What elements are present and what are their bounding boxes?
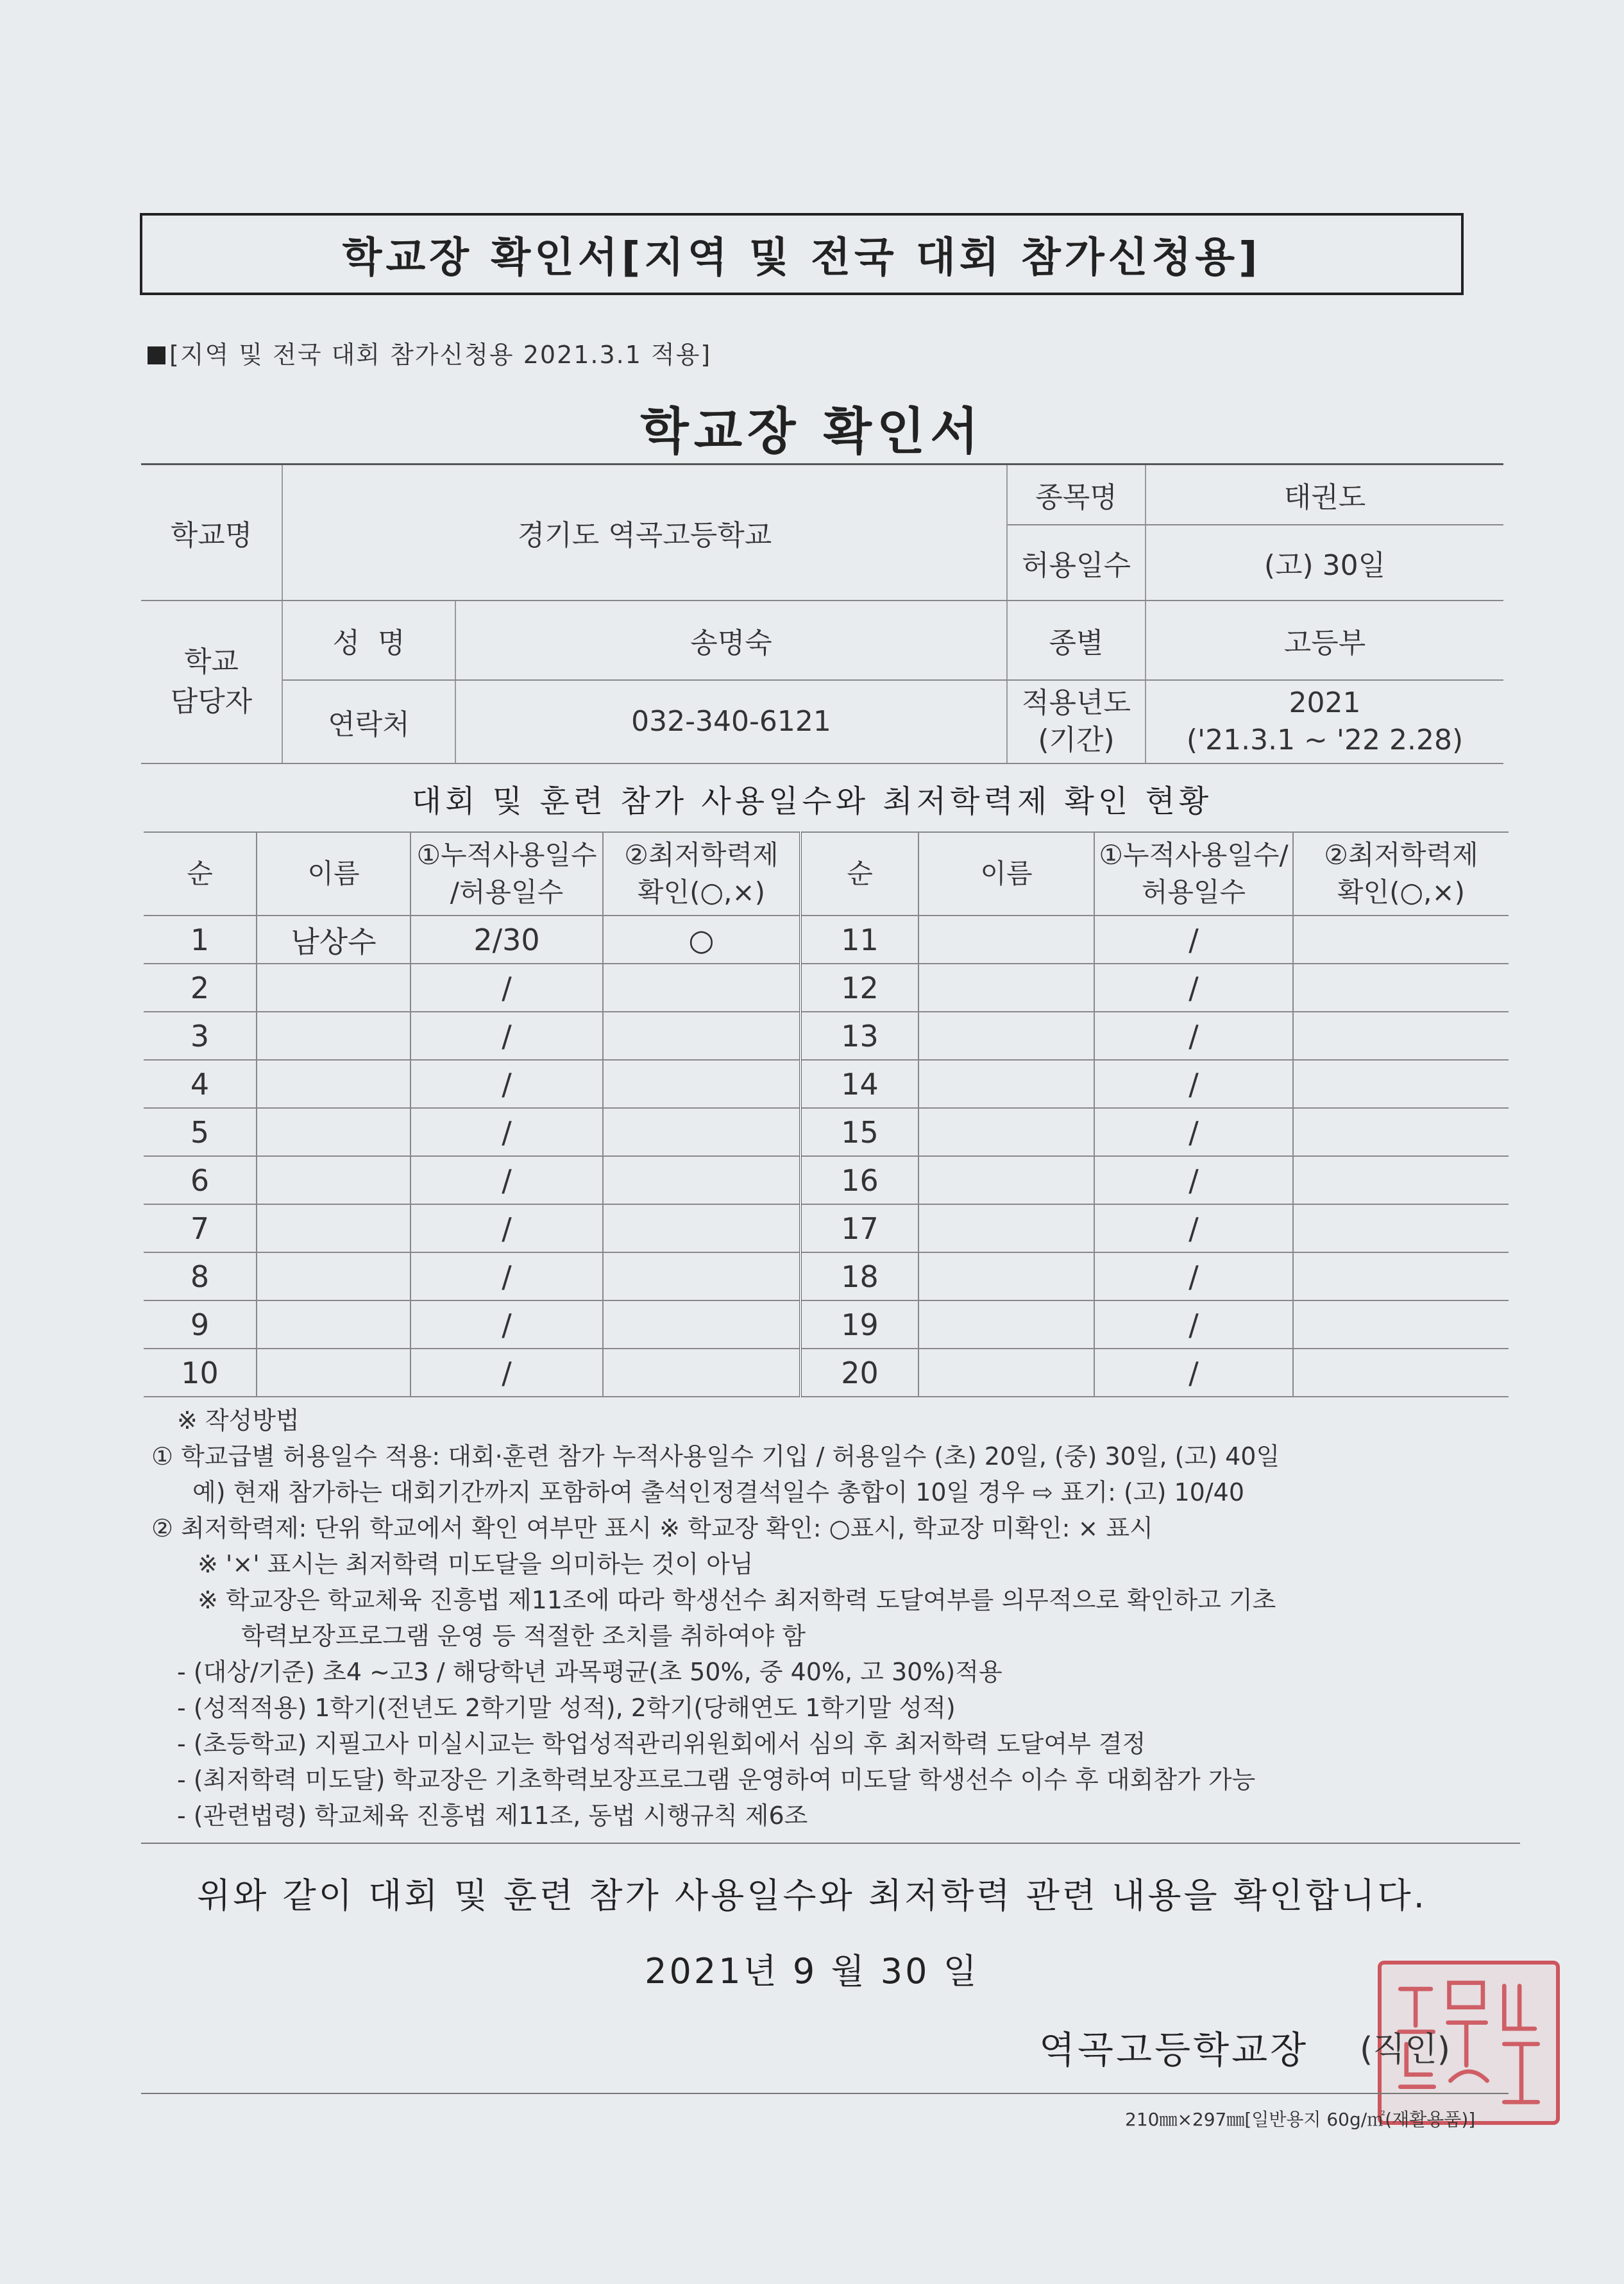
sport-value: 태권도 (1146, 464, 1503, 525)
instruction-line: ※ 학교장은 학교체육 진흥법 제11조에 따라 학생선수 최저학력 도달여부를 의무적으로 확인하고 기초 (198, 1586, 1276, 1614)
row-days-2: / (1094, 1204, 1293, 1252)
col-header-days: ①누적사용일수 /허용일수 (410, 832, 603, 916)
instruction-line: ① 학교급별 허용일수 적용: 대회·훈련 참가 누적사용일수 기입 / 허용일수 (초) 20일, (중) 30일, (고) 40일 (151, 1442, 1280, 1470)
row-name-2 (918, 964, 1094, 1012)
days-label: 허용일수 (1007, 525, 1146, 601)
form-label-text: [지역 및 전국 대회 참가신청용 2021.3.1 적용] (169, 341, 712, 369)
instruction-line: - (관련법령) 학교체육 진흥법 제11조, 동법 시행규칙 제6조 (177, 1802, 808, 1830)
row-name-2 (918, 1108, 1094, 1156)
table-row (144, 1349, 1509, 1397)
row-check (603, 1108, 800, 1156)
row-name-2 (918, 1349, 1094, 1397)
row-name (257, 1060, 410, 1108)
participation-table (144, 831, 1509, 1397)
row-days-2: / (1094, 1060, 1293, 1108)
row-days: / (410, 1349, 603, 1397)
row-name (257, 1252, 410, 1300)
row-days-2: / (1094, 1300, 1293, 1349)
row-days-2: / (1094, 1349, 1293, 1397)
row-name (257, 1300, 410, 1349)
instruction-line: 학력보장프로그램 운영 등 적절한 조치를 취하여야 함 (241, 1622, 806, 1650)
row-name-2 (918, 1252, 1094, 1300)
row-check-2 (1293, 964, 1509, 1012)
table-row (144, 916, 1509, 964)
category-label: 종별 (1007, 601, 1146, 680)
row-days-2: / (1094, 1252, 1293, 1300)
row-no-2: 17 (800, 1204, 918, 1252)
row-no: 5 (144, 1108, 257, 1156)
row-check (603, 1156, 800, 1204)
table-row (144, 1012, 1509, 1060)
document-title-box (140, 213, 1464, 295)
row-check (603, 1204, 800, 1252)
year-cell (1146, 680, 1503, 763)
row-check-2 (1293, 1252, 1509, 1300)
row-no-2: 16 (800, 1156, 918, 1204)
row-name-2 (918, 1300, 1094, 1349)
row-name (257, 1012, 410, 1060)
table-row (144, 1156, 1509, 1204)
row-name-2 (918, 1204, 1094, 1252)
row-check-2 (1293, 1012, 1509, 1060)
instruction-line: - (초등학교) 지필고사 미실시교는 학업성적관리위원회에서 심의 후 최저학력 도달여부 결정 (177, 1730, 1146, 1758)
row-days: 2/30 (410, 916, 603, 964)
row-check (603, 1252, 800, 1300)
instruction-line: 예) 현재 참가하는 대회기간까지 포함하여 출석인정결석일수 총합이 10일 경우 ⇨ 표기: (고) 10/40 (192, 1478, 1245, 1506)
row-check-2 (1293, 1156, 1509, 1204)
row-no: 8 (144, 1252, 257, 1300)
school-value: 경기도 역곡고등학교 (282, 464, 1007, 601)
form-label (148, 335, 711, 370)
footer-divider (141, 2093, 1509, 2094)
row-no-2: 19 (800, 1300, 918, 1349)
row-days-2: / (1094, 1108, 1293, 1156)
table-row (144, 1060, 1509, 1108)
col-header-name-2: 이름 (918, 832, 1094, 916)
row-name-2 (918, 916, 1094, 964)
row-no: 2 (144, 964, 257, 1012)
list-heading: 대회 및 훈련 참가 사용일수와 최저학력제 확인 현황 (411, 783, 1213, 819)
instruction-line: - (성적적용) 1학기(전년도 2학기말 성적), 2학기(당해연도 1학기말 성적) (177, 1694, 956, 1722)
name-value: 송명숙 (455, 601, 1007, 680)
square-bullet-icon (148, 346, 165, 364)
row-days-2: / (1094, 1156, 1293, 1204)
days-value: (고) 30일 (1146, 525, 1503, 601)
row-days: / (410, 964, 603, 1012)
row-no-2: 13 (800, 1012, 918, 1060)
row-no: 4 (144, 1060, 257, 1108)
contact-label: 연락처 (282, 680, 455, 763)
sport-label: 종목명 (1007, 464, 1146, 525)
year-label: 적용년도 (기간) (1007, 680, 1146, 763)
table-row (144, 1252, 1509, 1300)
row-check-2 (1293, 916, 1509, 964)
instruction-line: ② 최저학력제: 단위 학교에서 확인 여부만 표시 ※ 학교장 확인: ○표시, 학교장 미확인: × 표시 (151, 1514, 1153, 1542)
name-label: 성 명 (282, 601, 455, 680)
col-header-no-2: 순 (800, 832, 918, 916)
row-no: 6 (144, 1156, 257, 1204)
row-check-2 (1293, 1349, 1509, 1397)
manager-label: 학교 담당자 (141, 601, 282, 763)
school-label: 학교명 (141, 464, 282, 601)
row-name (257, 1156, 410, 1204)
row-name (257, 1204, 410, 1252)
row-days: / (410, 1108, 603, 1156)
row-no: 10 (144, 1349, 257, 1397)
row-name (257, 1349, 410, 1397)
row-days: / (410, 1204, 603, 1252)
row-check-2 (1293, 1300, 1509, 1349)
row-no-2: 18 (800, 1252, 918, 1300)
row-check (603, 1060, 800, 1108)
row-no: 3 (144, 1012, 257, 1060)
instructions (151, 1402, 1530, 1834)
table-row (144, 964, 1509, 1012)
table-row (144, 1204, 1509, 1252)
issue-date: 2021년 9 월 30 일 (645, 1951, 979, 1991)
col-header-days-2: ①누적사용일수/ 허용일수 (1094, 832, 1293, 916)
row-check (603, 1012, 800, 1060)
table-row (144, 1300, 1509, 1349)
row-name: 남상수 (257, 916, 410, 964)
row-days: / (410, 1300, 603, 1349)
col-header-name: 이름 (257, 832, 410, 916)
row-check-2 (1293, 1204, 1509, 1252)
row-days: / (410, 1156, 603, 1204)
main-title: 학교장 확인서 (640, 403, 984, 461)
row-name-2 (918, 1012, 1094, 1060)
instruction-line: ※ 작성방법 (177, 1406, 300, 1435)
divider-line (141, 1843, 1520, 1844)
row-days: / (410, 1060, 603, 1108)
row-no-2: 14 (800, 1060, 918, 1108)
contact-value: 032-340-6121 (455, 680, 1007, 763)
row-no: 7 (144, 1204, 257, 1252)
year-value: 2021 (1289, 686, 1361, 719)
category-value: 고등부 (1146, 601, 1503, 680)
row-no-2: 11 (800, 916, 918, 964)
row-days-2: / (1094, 916, 1293, 964)
row-no-2: 12 (800, 964, 918, 1012)
row-check-2 (1293, 1108, 1509, 1156)
row-no-2: 15 (800, 1108, 918, 1156)
row-check: ○ (603, 916, 800, 964)
row-check (603, 1300, 800, 1349)
document-title: 학교장 확인서[지역 및 전국 대회 참가신청용] (342, 234, 1262, 282)
row-no: 1 (144, 916, 257, 964)
row-days-2: / (1094, 1012, 1293, 1060)
confirmation-statement: 위와 같이 대회 및 훈련 참가 사용일수와 최저학력 관련 내용을 확인합니다. (197, 1875, 1427, 1916)
row-name-2 (918, 1156, 1094, 1204)
row-check-2 (1293, 1060, 1509, 1108)
row-days: / (410, 1012, 603, 1060)
period-value: ('21.3.1 ~ '22 2.28) (1186, 723, 1464, 756)
seal-label: (직인) (1360, 2031, 1451, 2069)
info-table (141, 463, 1503, 764)
row-days-2: / (1094, 964, 1293, 1012)
row-check (603, 1349, 800, 1397)
row-name (257, 1108, 410, 1156)
col-header-check-2: ②최저학력제 확인(○,×) (1293, 832, 1509, 916)
table-row (144, 1108, 1509, 1156)
row-days: / (410, 1252, 603, 1300)
row-name (257, 964, 410, 1012)
instruction-line: - (최저학력 미도달) 학교장은 기초학력보장프로그램 운영하여 미도달 학생선수 이수 후 대회참가 가능 (177, 1766, 1256, 1794)
principal-title: 역곡고등학교장 (1039, 2028, 1309, 2072)
row-name-2 (918, 1060, 1094, 1108)
row-no: 9 (144, 1300, 257, 1349)
paper-spec: 210㎜×297㎜[일반용지 60g/㎡(재활용품)] (1125, 2109, 1476, 2130)
instruction-line: ※ '×' 표시는 최저학력 미도달을 의미하는 것이 아님 (198, 1550, 754, 1578)
row-no-2: 20 (800, 1349, 918, 1397)
row-check (603, 964, 800, 1012)
instruction-line: - (대상/기준) 초4 ~고3 / 해당학년 과목평균(초 50%, 중 40%, 고 30%)적용 (177, 1658, 1002, 1686)
col-header-check: ②최저학력제 확인(○,×) (603, 832, 800, 916)
col-header-no: 순 (144, 832, 257, 916)
